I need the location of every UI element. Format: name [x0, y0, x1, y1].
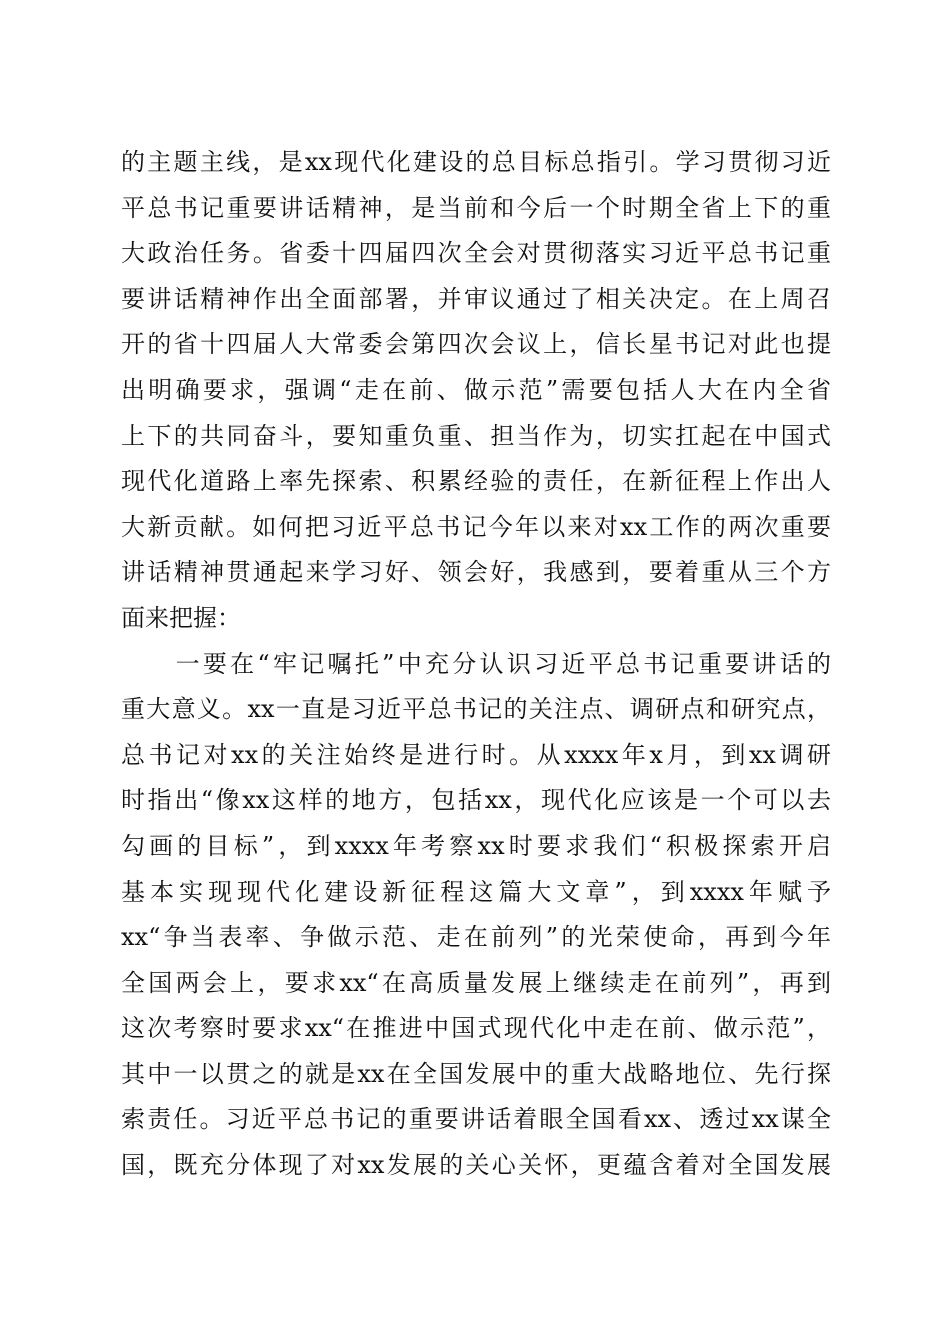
text-line: 要讲话精神作出全面部署，并审议通过了相关决定。在上周召	[121, 284, 831, 313]
text-line: 索责任。习近平总书记的重要讲话着眼全国看xx、透过xx谋全	[121, 1105, 831, 1134]
text-line: 开的省十四届人大常委会第四次会议上，信长星书记对此也提	[121, 330, 831, 359]
text-line: 全国两会上，要求xx“在高质量发展上继续走在前列”，再到	[121, 968, 831, 997]
text-line: 总书记对xx的关注始终是进行时。从xxxx年x月，到xx调研	[121, 740, 831, 769]
text-line: 讲话精神贯通起来学习好、领会好，我感到，要着重从三个方	[121, 558, 831, 587]
text-line: 这次考察时要求xx“在推进中国式现代化中走在前、做示范”，	[121, 1014, 831, 1043]
text-line: 平总书记重要讲话精神，是当前和今后一个时期全省上下的重	[121, 193, 831, 222]
text-line: 出明确要求，强调“走在前、做示范”需要包括人大在内全省	[121, 375, 831, 404]
text-line: xx“争当表率、争做示范、走在前列”的光荣使命，再到今年	[121, 923, 831, 952]
text-line: 面来把握：	[121, 603, 241, 632]
text-line: 国，既充分体现了对xx发展的关心关怀，更蕴含着对全国发展	[121, 1151, 831, 1180]
text-line: 上下的共同奋斗，要知重负重、担当作为，切实扛起在中国式	[121, 421, 831, 450]
text-line: 的主题主线，是xx现代化建设的总目标总指引。学习贯彻习近	[121, 148, 831, 176]
text-line: 现代化道路上率先探索、积累经验的责任，在新征程上作出人	[121, 467, 831, 496]
text-line: 重大意义。xx一直是习近平总书记的关注点、调研点和研究点，	[121, 695, 831, 724]
text-line: 其中一以贯之的就是xx在全国发展中的重大战略地位、先行探	[121, 1059, 831, 1088]
body-text	[121, 140, 831, 1189]
text-line: 大政治任务。省委十四届四次全会对贯彻落实习近平总书记重	[121, 239, 831, 268]
text-line: 一要在“牢记嘱托”中充分认识习近平总书记重要讲话的	[121, 649, 831, 678]
text-line: 大新贡献。如何把习近平总书记今年以来对xx工作的两次重要	[121, 512, 831, 541]
text-line: 时指出“像xx这样的地方，包括xx，现代化应该是一个可以去	[121, 786, 831, 815]
text-line: 基本实现现代化建设新征程这篇大文章”，到xxxx年赋予	[121, 877, 831, 906]
text-line: 勾画的目标”，到xxxx年考察xx时要求我们“积极探索开启	[121, 831, 831, 860]
